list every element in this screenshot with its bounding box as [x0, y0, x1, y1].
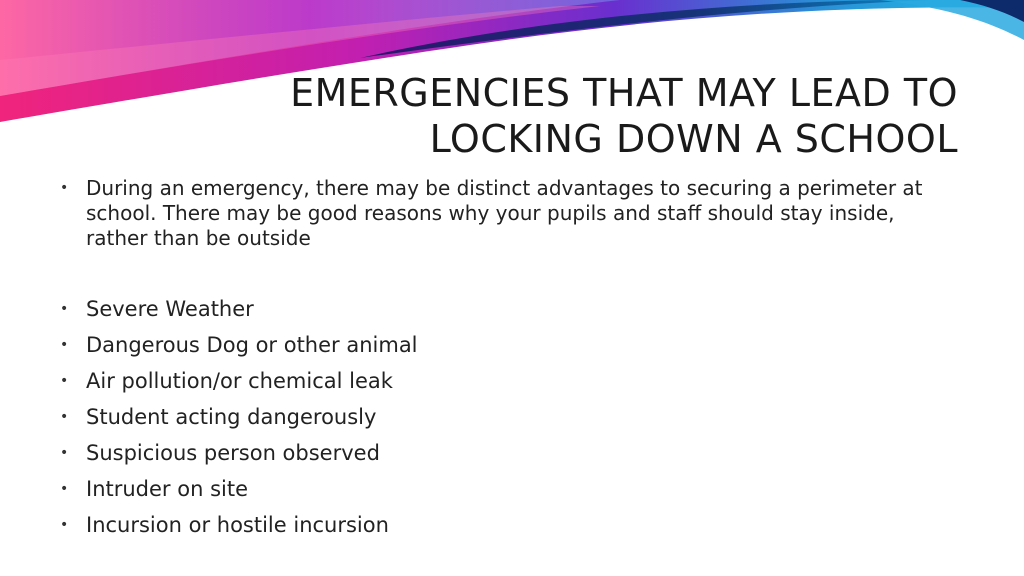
bullet-icon: • — [60, 409, 69, 425]
list-item — [60, 513, 960, 538]
list-item-text: Suspicious person observed — [86, 441, 380, 465]
bullet-icon: • — [60, 445, 69, 461]
list-item-text: Incursion or hostile incursion — [86, 513, 389, 537]
list-item — [60, 297, 960, 322]
intro-text: During an emergency, there may be distinct advantages to securing a perimeter at school. There may be good reasons why your pupils and staff should stay inside, rather than be outside — [86, 176, 923, 250]
list-item-text: Air pollution/or chemical leak — [86, 369, 393, 393]
intro-bullet — [60, 176, 960, 251]
list-item — [60, 441, 960, 466]
emergency-list — [60, 297, 960, 538]
slide-title-line-2: LOCKING DOWN A SCHOOL — [429, 117, 958, 161]
bullet-icon: • — [60, 373, 69, 389]
list-item-text: Severe Weather — [86, 297, 254, 321]
list-item — [60, 477, 960, 502]
slide-title — [198, 70, 958, 162]
list-item-text: Intruder on site — [86, 477, 249, 501]
slide-body — [60, 176, 960, 549]
bullet-icon: • — [60, 517, 69, 533]
list-item — [60, 405, 960, 430]
bullet-icon: • — [60, 481, 69, 497]
list-item — [60, 333, 960, 358]
list-item-text: Student acting dangerously — [86, 405, 377, 429]
list-item-text: Dangerous Dog or other animal — [86, 333, 418, 357]
bullet-icon: • — [60, 180, 69, 196]
list-item — [60, 369, 960, 394]
slide-title-line-1: EMERGENCIES THAT MAY LEAD TO — [290, 71, 958, 115]
bullet-icon: • — [60, 301, 69, 317]
bullet-icon: • — [60, 337, 69, 353]
